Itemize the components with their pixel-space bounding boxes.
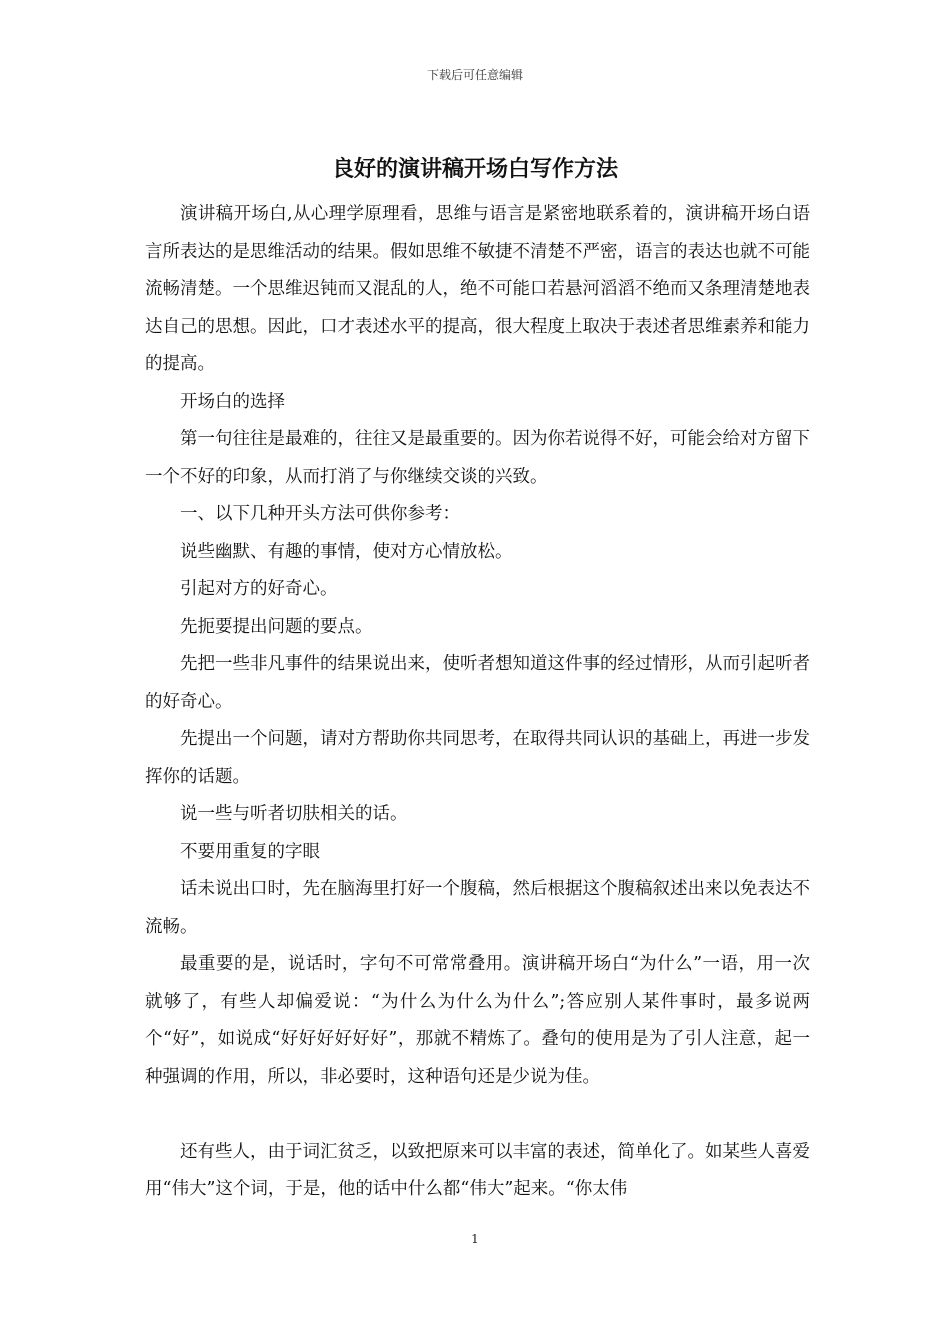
paragraph: 话未说出口时，先在脑海里打好一个腹稿，然后根据这个腹稿叙述出来以免表达不流畅。 xyxy=(145,879,810,937)
document-body xyxy=(145,196,810,1209)
paragraph: 还有些人，由于词汇贫乏，以致把原来可以丰富的表述，简单化了。如某些人喜爱用“伟大”这个词，于是，他的话中什么都“伟大”起来。“你太伟 xyxy=(145,1141,810,1199)
paragraph: 先把一些非凡事件的结果说出来，使听者想知道这件事的经过情形，从而引起听者的好奇心。 xyxy=(145,654,810,712)
paragraph: 说一些与听者切肤相关的话。 xyxy=(180,804,408,824)
header-note: 下载后可任意编辑 xyxy=(426,68,523,82)
paragraph: 先提出一个问题，请对方帮助你共同思考，在取得共同认识的基础上，再进一步发挥你的话题。 xyxy=(145,729,810,787)
paragraph: 开场白的选择 xyxy=(180,391,285,412)
paragraph: 最重要的是，说话时，字句不可常常叠用。演讲稿开场白“为什么”一语，用一次就够了，有些人却偏爱说：“为什么为什么为什么”;答应别人某件事时，最多说两个“好”，如说成“好好好好好好”，那就不精炼了。叠句的使用是为了引人注意，起一种强调的作用，所以，非必要时，这种语句还是少说为佳。 xyxy=(145,954,810,1087)
paragraph: 引起对方的好奇心。 xyxy=(180,579,338,599)
paragraph: 一、以下几种开头方法可供你参考： xyxy=(180,504,460,524)
document-title: 良好的演讲稿开场白写作方法 xyxy=(331,157,618,182)
paragraph: 演讲稿开场白,从心理学原理看，思维与语言是紧密地联系着的，演讲稿开场白语言所表达的是思维活动的结果。假如思维不敏捷不清楚不严密，语言的表达也就不可能流畅清楚。一个思维迟钝而又混乱的人，绝不可能口若悬河滔滔不绝而又条理清楚地表达自己的思想。因此，口才表述水平的提高，很大程度上取决于表述者思维素养和能力的提高。 xyxy=(145,204,810,374)
paragraph: 第一句往往是最难的，往往又是最重要的。因为你若说得不好，可能会给对方留下一个不好的印象，从而打消了与你继续交谈的兴致。 xyxy=(145,429,810,487)
page-number: 1 xyxy=(471,1232,479,1246)
paragraph: 先扼要提出问题的要点。 xyxy=(180,616,373,637)
paragraph: 说些幽默、有趣的事情，使对方心情放松。 xyxy=(180,541,513,562)
paragraph: 不要用重复的字眼 xyxy=(180,841,320,862)
blank-line xyxy=(145,1096,810,1134)
